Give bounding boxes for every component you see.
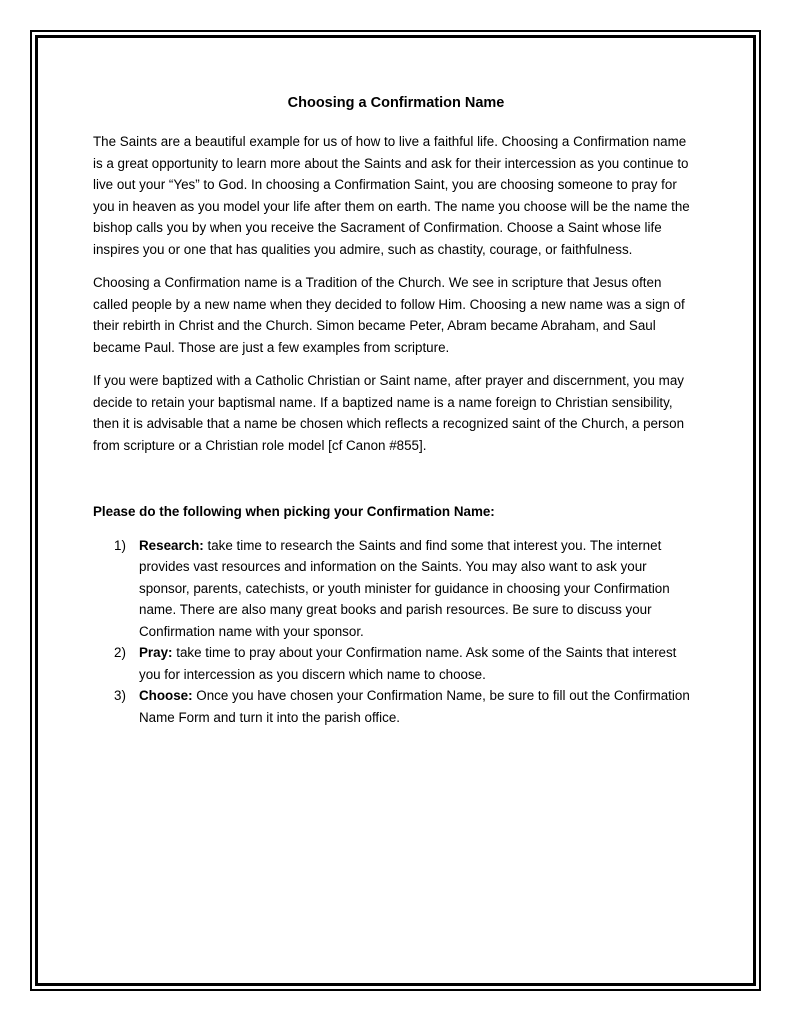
list-item	[93, 642, 699, 685]
step-lead: Choose:	[139, 688, 193, 703]
list-item	[93, 685, 699, 728]
baptismal-name-paragraph: If you were baptized with a Catholic Christian or Saint name, after prayer and discernment, you may decide to retain your baptismal name. If a baptized name is a name foreign to Christian sensibility, then it is advisable that a name be chosen which reflects a recognized saint of the Church, a person from scripture or a Christian role model [cf Canon #855].	[93, 373, 685, 453]
step-number: 1)	[114, 537, 126, 553]
list-item	[93, 535, 699, 643]
instructions-heading: Please do the following when picking your Confirmation Name:	[93, 504, 495, 519]
step-text: take time to pray about your Confirmation name. Ask some of the Saints that interest you for intercession as you discern which name to choose.	[139, 645, 677, 682]
steps-list	[93, 535, 699, 729]
document-content	[93, 93, 699, 728]
step-number: 3)	[114, 688, 126, 703]
document-title: Choosing a Confirmation Name	[287, 95, 505, 111]
step-number: 2)	[114, 645, 126, 660]
step-lead: Pray:	[139, 645, 173, 660]
intro-paragraph: The Saints are a beautiful example for us of how to live a faithful life. Choosing a Confirmation name is a great opportunity to learn more about the Saints and ask for their intercession as you continue to live out your “Yes” to God. In choosing a Confirmation Saint, you are choosing someone to pray for you in heaven as you model your life after them on earth. The name you choose will be the name the bishop calls you by when you receive the Sacrament of Confirmation. Choose a Saint whose life inspires you or one that has qualities you admire, such as chastity, courage, or faithfulness.	[93, 134, 690, 257]
step-text: take time to research the Saints and find some that interest you. The internet provides vast resources and information on the Saints. You may also want to ask your sponsor, parents, catechists, or youth minister for guidance in choosing your Confirmation name. There are also many great books and parish resources. Be sure to discuss your Confirmation name with your sponsor.	[139, 537, 670, 639]
step-lead: Research:	[139, 537, 204, 553]
step-text: Once you have chosen your Confirmation Name, be sure to fill out the Confirmation Name Form and turn it into the parish office.	[139, 688, 690, 725]
tradition-paragraph: Choosing a Confirmation name is a Tradition of the Church. We see in scripture that Jesus often called people by a new name when they decided to follow Him. Choosing a new name was a sign of their rebirth in Christ and the Church. Simon became Peter, Abram became Abraham, and Saul became Paul. Those are just a few examples from scripture.	[93, 275, 685, 355]
